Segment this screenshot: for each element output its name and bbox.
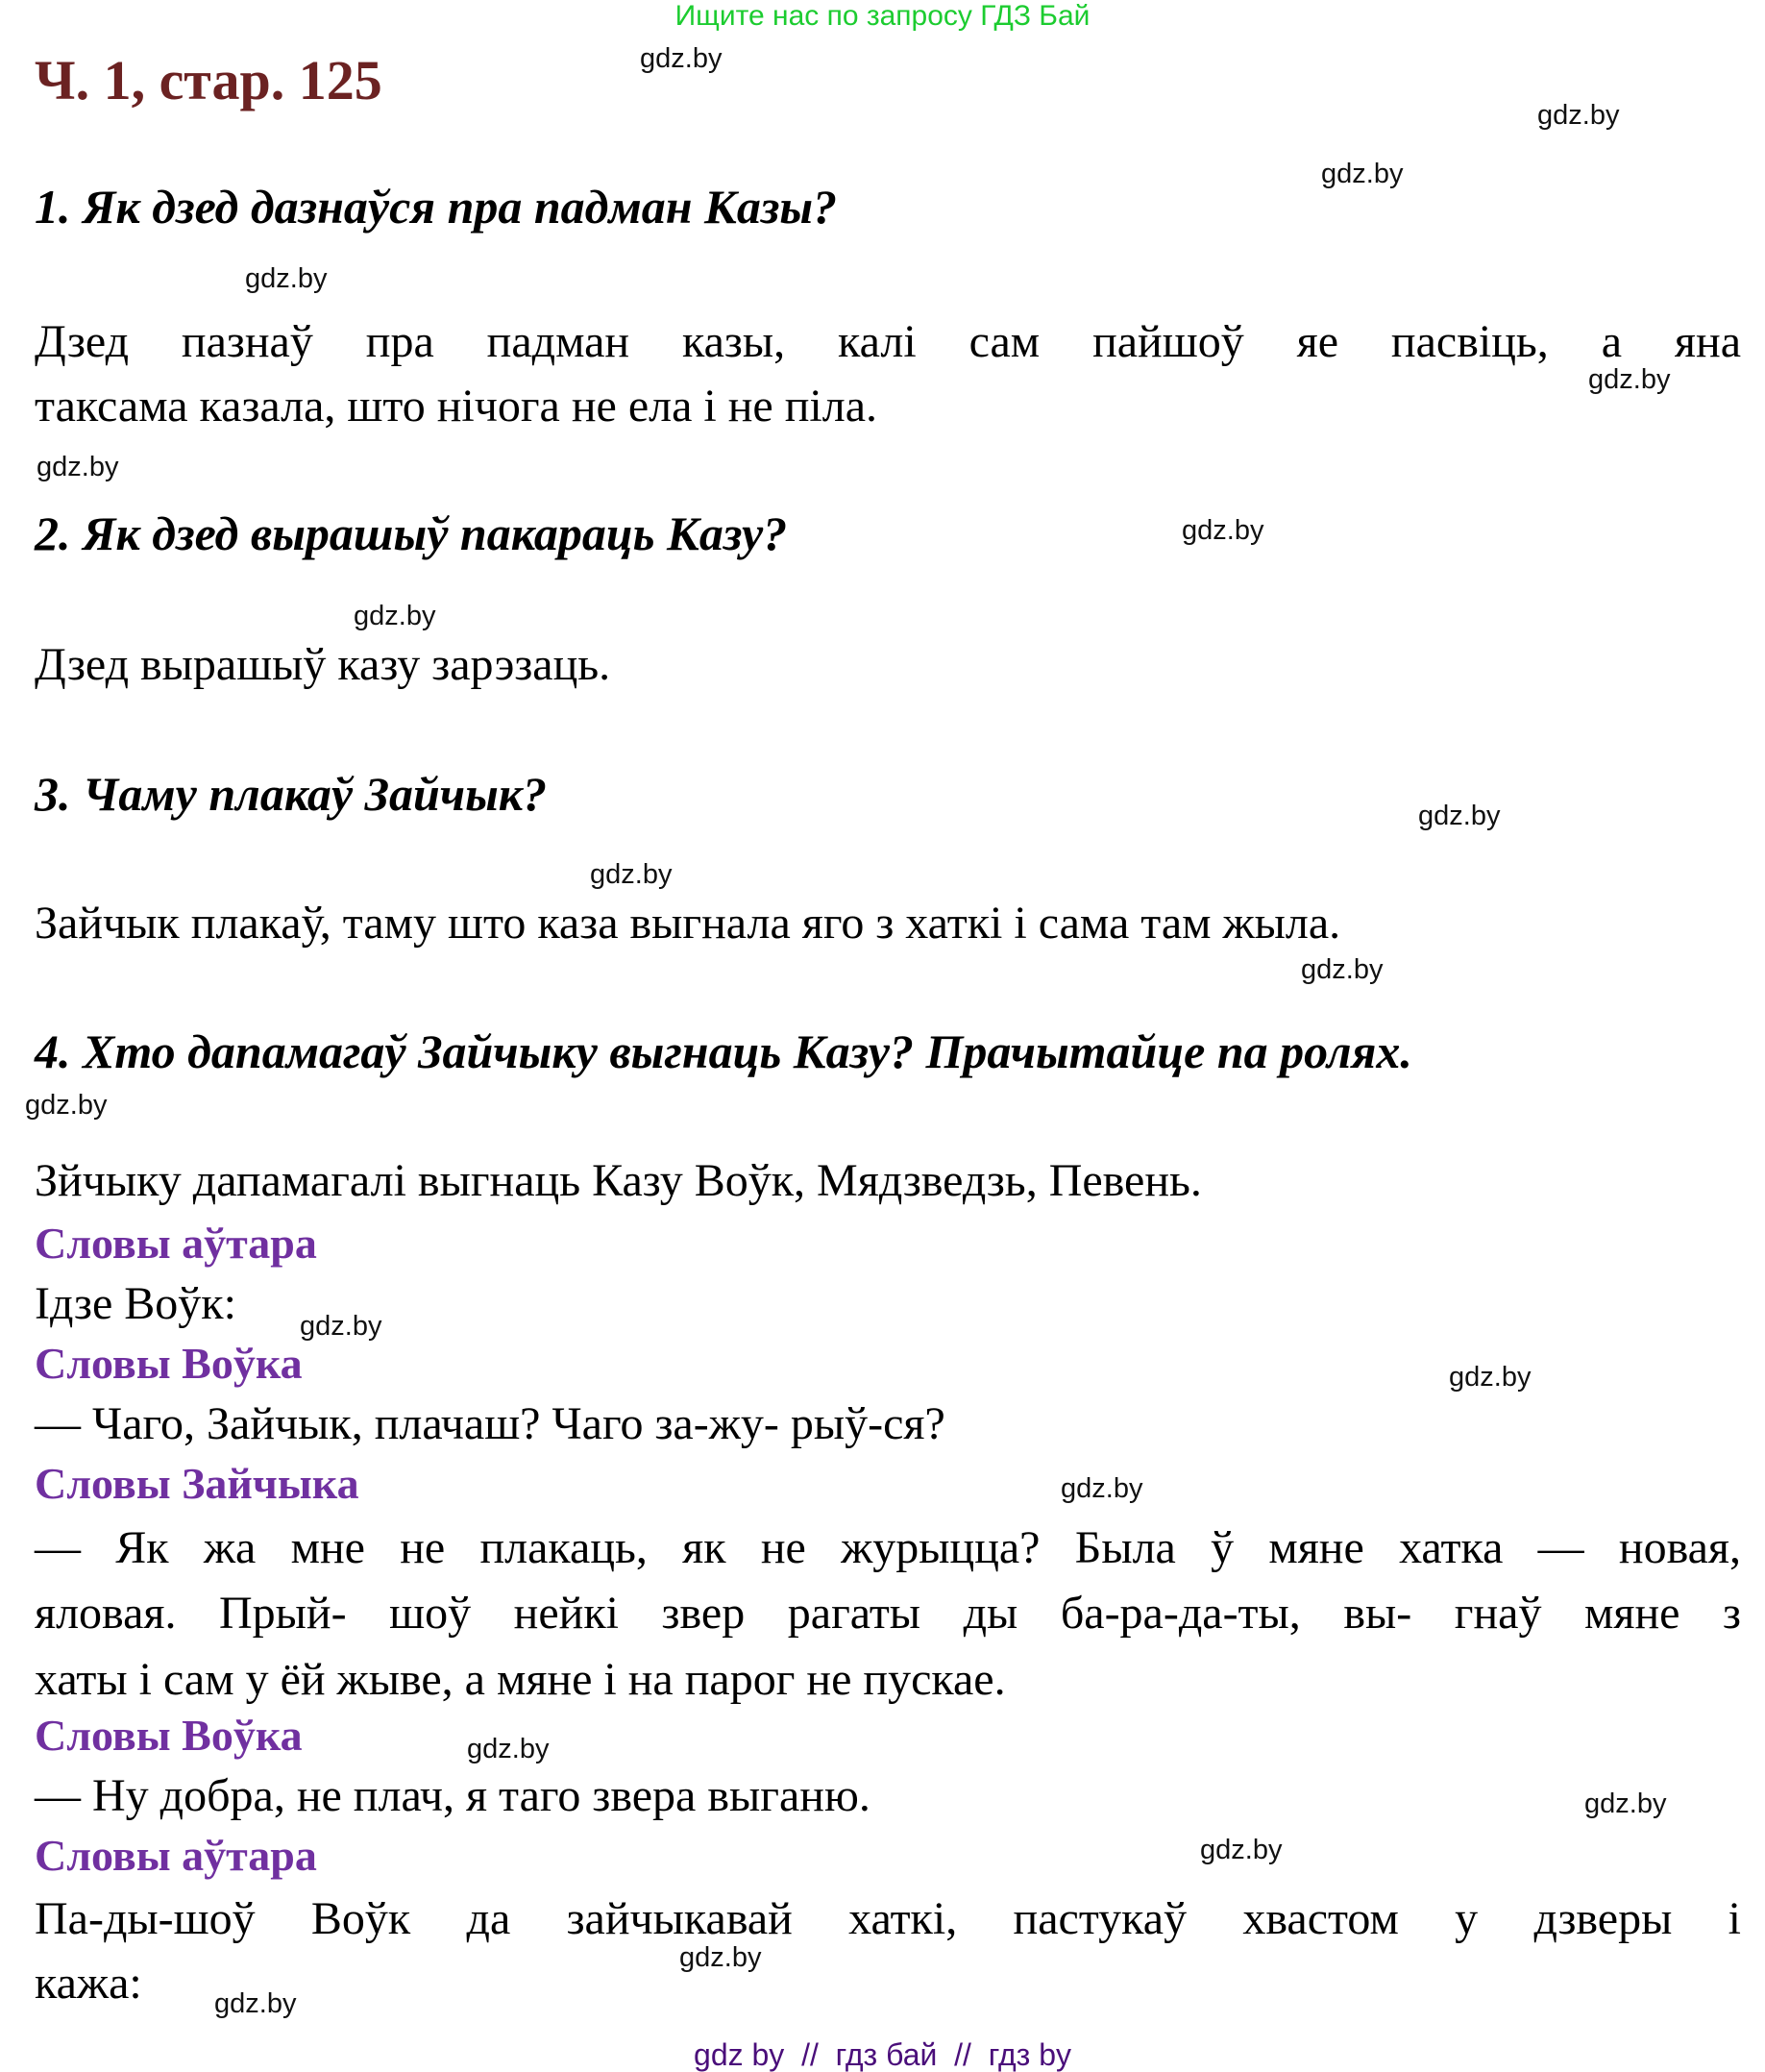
speaker-label: Словы аўтара [35,1831,317,1880]
watermark: gdz.by [1321,159,1404,189]
search-banner: Ищите нас по запросу ГДЗ Бай [674,0,1091,32]
answer-3: Зайчык плакаў, таму што каза выгнала яго з хаткі і сама там жыла. [35,898,1341,949]
answer-1-line-2: таксама казала, што нічога не ела і не піла. [35,381,878,432]
watermark: gdz.by [245,263,328,294]
watermark: gdz.by [640,43,723,74]
watermark: gdz.by [1301,954,1384,985]
question-3: 3. Чаму плакаў Зайчык? [35,767,548,821]
watermark: gdz.by [1449,1362,1532,1393]
watermark: gdz.by [1584,1788,1667,1819]
footer-links: gdz by // гдз бай // гдз by [694,2037,1071,2072]
watermark: gdz.by [1537,100,1620,131]
watermark: gdz.by [1418,801,1501,831]
watermark: gdz.by [354,601,436,631]
speaker-label: Словы Зайчыка [35,1459,359,1508]
dialogue-line: кажа: [35,1958,142,2009]
watermark: gdz.by [1061,1473,1143,1504]
page-title: Ч. 1, стар. 125 [35,49,382,111]
watermark: gdz.by [1588,364,1671,395]
dialogue-line: яловая. Прый- шоў нейкі звер рагаты ды ба-ра-да-ты, вы- гнаў мяне з [35,1588,1741,1639]
dialogue-line: — Як жа мне не плакаць, як не журыцца? Была ў мяне хатка — новая, [35,1522,1741,1573]
watermark: gdz.by [300,1311,382,1342]
question-1: 1. Як дзед дазнаўся пра падман Казы? [35,180,838,234]
watermark: gdz.by [214,1988,297,2019]
answer-4: Зйчыку дапамагалі выгнаць Казу Воўк, Мядзведзь, Певень. [35,1155,1202,1206]
watermark: gdz.by [1182,515,1264,546]
dialogue-line: Па-ды-шоў Воўк да зайчыкавай хаткі, пастукаў хвастом у дзверы і [35,1893,1741,1944]
watermark: gdz.by [590,859,673,890]
speaker-label: Словы аўтара [35,1219,317,1268]
question-2: 2. Як дзед вырашыў пакараць Казу? [35,506,788,560]
speaker-label: Словы Воўка [35,1711,303,1760]
dialogue-line: хаты і сам у ёй жыве, а мяне і на парог не пускае. [35,1654,1006,1705]
answer-2: Дзед вырашыў казу зарэзаць. [35,639,611,690]
watermark: gdz.by [25,1090,108,1121]
watermark: gdz.by [1200,1835,1283,1865]
watermark: gdz.by [37,452,119,482]
dialogue-line: Ідзе Воўк: [35,1278,236,1329]
watermark: gdz.by [467,1734,550,1764]
dialogue-line: — Ну добра, не плач, я таго звера выганю. [35,1770,870,1821]
speaker-label: Словы Воўка [35,1339,303,1388]
question-4: 4. Хто дапамагаў Зайчыку выгнаць Казу? Прачытайце па ролях. [35,1024,1412,1078]
watermark: gdz.by [679,1942,762,1973]
answer-1-line-1: Дзед пазнаў пра падман казы, калі сам пайшоў яе пасвіць, а яна [35,316,1741,367]
dialogue-line: — Чаго, Зайчык, плачаш? Чаго за-жу- рыў-ся? [35,1398,945,1449]
